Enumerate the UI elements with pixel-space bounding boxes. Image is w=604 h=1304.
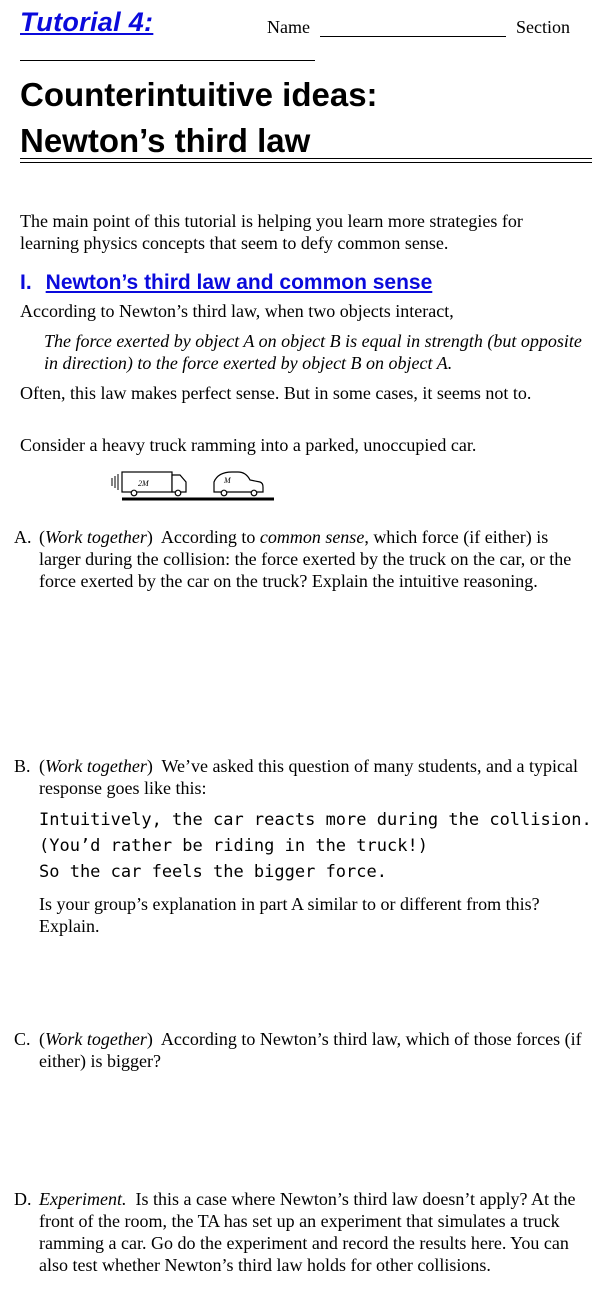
car-mass-label: M xyxy=(224,476,231,485)
question-b xyxy=(14,755,589,799)
name-blank-line xyxy=(320,36,506,37)
section-label: Section xyxy=(516,17,570,37)
intro-paragraph: The main point of this tutorial is helping you learn more strategies for learning physics concepts that seem to defy common sense. xyxy=(20,211,523,253)
student-response-quote xyxy=(39,807,599,885)
title-rule-top xyxy=(20,158,592,159)
question-b-label: B. xyxy=(14,756,31,776)
tutorial-label: Tutorial 4: xyxy=(20,7,154,37)
paragraph-often: Often, this law makes perfect sense. But in some cases, it seems not to. xyxy=(20,383,532,403)
question-c-label: C. xyxy=(14,1029,31,1049)
title-line-2: Newton’s third law xyxy=(20,122,311,159)
question-b-mode: Work together xyxy=(45,756,147,776)
truck-icon xyxy=(122,472,186,496)
question-d-label: D. xyxy=(14,1189,32,1209)
law-statement: The force exerted by object A on object B is equal in strength (but opposite in direction) to the force exerted by object B on object A. xyxy=(44,331,582,373)
section-heading-text: Newton’s third law and common sense xyxy=(45,271,433,294)
question-a-emphasis: common sense xyxy=(259,527,365,547)
page-title xyxy=(20,72,378,164)
question-a-label: A. xyxy=(14,527,32,547)
question-d-mode: Experiment. xyxy=(39,1189,127,1209)
section-heading xyxy=(20,271,432,295)
motion-lines-icon xyxy=(112,474,118,490)
student-response-line-2: So the car feels the bigger force. xyxy=(39,862,387,882)
question-d-text xyxy=(39,1188,589,1276)
paragraph-consider: Consider a heavy truck ramming into a parked, unoccupied car. xyxy=(20,435,477,455)
truck-car-figure xyxy=(108,468,278,504)
question-a-text: (Work together) According to common sense, which force (if either) is larger during the collision: the force exerted by the truck on the car, or the force exerted by the car on the truck? Explain the intuitive reasoning. xyxy=(39,527,572,591)
title-rule-bottom xyxy=(20,162,592,163)
question-d xyxy=(14,1188,589,1276)
question-c-prompt: According to Newton’s third law, which of those forces (if either) is bigger? xyxy=(39,1029,582,1071)
title-line-1: Counterintuitive ideas: xyxy=(20,76,378,113)
question-a xyxy=(14,526,589,592)
student-response-line-1: Intuitively, the car reacts more during the collision. (You’d rather be riding in the truck!) xyxy=(39,810,592,856)
question-b-followup: Is your group’s explanation in part A similar to or different from this? Explain. xyxy=(39,894,540,936)
header-divider xyxy=(20,60,315,61)
car-icon xyxy=(214,472,263,496)
section-number: I. xyxy=(20,271,32,294)
question-d-prompt: Is this a case where Newton’s third law doesn’t apply? At the front of the room, the TA has set up an experiment that simulates a truck ramming a car. Go do the experiment and record the results here. You can also test whether Newton’s third law holds for other collisions. xyxy=(39,1189,576,1275)
question-c-mode: Work together xyxy=(45,1029,147,1049)
truck-mass-label: 2M xyxy=(138,479,149,488)
question-a-rest: , which force (if either) is larger during the collision: the force exerted by the truck on the car, or the force exerted by the car on the truck? Explain the intuitive reasoning. xyxy=(39,527,572,591)
question-c-text: (Work together) According to Newton’s third law, which of those forces (if either) is bigger? xyxy=(39,1029,582,1071)
question-b-prompt: We’ve asked this question of many students, and a typical response goes like this: xyxy=(39,756,578,798)
question-a-mode: Work together xyxy=(45,527,147,547)
name-label: Name xyxy=(267,17,310,37)
paragraph-law-intro: According to Newton’s third law, when two objects interact, xyxy=(20,301,454,321)
question-a-pre: According to xyxy=(160,527,260,547)
question-b-text: (Work together) We’ve asked this question of many students, and a typical response goes like this: xyxy=(39,756,578,798)
question-c xyxy=(14,1028,589,1072)
